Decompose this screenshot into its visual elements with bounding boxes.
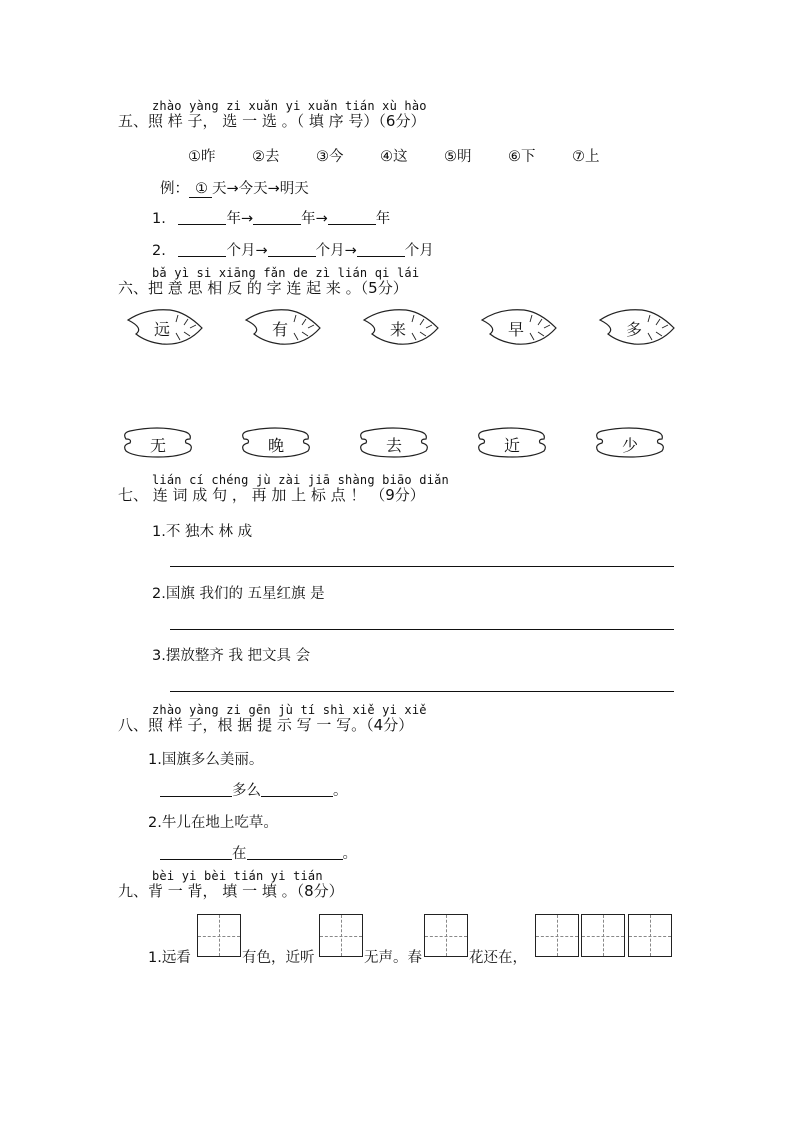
answer-blank[interactable] (268, 242, 316, 257)
option-4: ④这 (380, 149, 408, 165)
punctuation: 。 (333, 783, 348, 799)
q8-answer-2 (160, 842, 357, 863)
item-number: 2. (152, 243, 166, 259)
unit-word: 个月 (315, 243, 345, 259)
unit-word: 个月 (404, 243, 434, 259)
tianzige-box[interactable] (628, 914, 672, 957)
arrow-icon: → (255, 243, 268, 259)
cloud-card[interactable] (120, 427, 196, 459)
q5-item-2 (152, 239, 434, 260)
answer-line[interactable] (170, 629, 674, 630)
tianzige-box[interactable] (535, 914, 579, 957)
tianzige-box[interactable] (197, 914, 241, 957)
leaf-word: 来 (390, 320, 407, 339)
cloud-card[interactable] (474, 427, 550, 459)
poem-text-1: 1.远看 (148, 950, 191, 966)
tianzige-box[interactable] (319, 914, 363, 957)
q5-item-1 (152, 207, 390, 228)
example-label: 例： (160, 181, 189, 197)
answer-blank[interactable] (247, 845, 343, 860)
q7-item-1: 1.不 独木 林 成 (152, 524, 253, 540)
leaf-card[interactable] (480, 306, 558, 348)
q5-example (160, 177, 309, 198)
cloud-word: 无 (150, 436, 167, 455)
cloud-word: 近 (504, 436, 521, 455)
unit-word: 年 (301, 211, 316, 227)
poem-text-2: 有色，近听 (242, 950, 315, 966)
answer-blank[interactable] (261, 782, 333, 797)
cloud-word: 晚 (268, 436, 285, 455)
answer-blank[interactable] (328, 210, 376, 225)
q6-heading: 六、把 意 思 相 反 的 字 连 起 来 。（5分） (118, 279, 408, 297)
punctuation: 。 (342, 846, 357, 862)
unit-word: 个月 (226, 243, 256, 259)
q8-answer-1 (160, 779, 348, 800)
option-2: ②去 (252, 149, 280, 165)
tianzige-box[interactable] (424, 914, 468, 957)
q8-heading: 八、照 样 子，根 据 提 示 写 一 写。（4分） (118, 716, 414, 734)
poem-text-4: 花还在， (469, 950, 527, 966)
answer-blank[interactable] (253, 210, 301, 225)
option-6: ⑥下 (508, 149, 536, 165)
arrow-icon: → (344, 243, 357, 259)
answer-blank[interactable] (160, 845, 232, 860)
cloud-card[interactable] (592, 427, 668, 459)
answer-line[interactable] (170, 566, 674, 567)
q6-pinyin: bǎ yì si xiāng fǎn de zì lián qi lái (152, 266, 420, 280)
answer-blank[interactable] (178, 242, 226, 257)
q8-example-2: 2.牛儿在地上吃草。 (148, 815, 278, 831)
option-3: ③今 (316, 149, 344, 165)
leaf-card[interactable] (598, 306, 676, 348)
leaf-word: 多 (626, 320, 643, 339)
cloud-card[interactable] (356, 427, 432, 459)
example-answer: ① (189, 181, 212, 198)
prompt-word: 多么 (232, 783, 261, 799)
example-rest: 天→今天→明天 (212, 181, 309, 197)
cloud-word: 去 (386, 436, 403, 455)
tianzige-box[interactable] (581, 914, 625, 957)
prompt-word: 在 (232, 846, 247, 862)
q8-example-1: 1.国旗多么美丽。 (148, 752, 264, 768)
answer-blank[interactable] (178, 210, 226, 225)
cloud-word: 少 (622, 436, 639, 455)
q5-pinyin: zhào yàng zi xuǎn yi xuǎn tián xù hào (152, 99, 427, 113)
option-7: ⑦上 (572, 149, 600, 165)
q5-heading: 五、照 样 子， 选 一 选 。（ 填 序 号）（6分） (118, 112, 426, 130)
q7-heading: 七、 连 词 成 句 ， 再 加 上 标 点 ！ （9分） (118, 486, 425, 504)
item-number: 1. (152, 211, 166, 227)
poem-text-3: 无声。春 (364, 950, 422, 966)
q7-item-2: 2.国旗 我们的 五星红旗 是 (152, 586, 325, 602)
q7-item-3: 3.摆放整齐 我 把文具 会 (152, 648, 311, 664)
option-5: ⑤明 (444, 149, 472, 165)
unit-word: 年 (375, 211, 391, 227)
arrow-icon: → (315, 211, 328, 227)
unit-word: 年 (226, 211, 241, 227)
leaf-word: 有 (272, 320, 289, 339)
option-1: ①昨 (188, 149, 216, 165)
answer-blank[interactable] (160, 782, 232, 797)
q9-pinyin: bèi yi bèi tián yi tián (152, 869, 323, 883)
q9-heading: 九、背 一 背， 填 一 填 。（8分） (118, 882, 344, 900)
answer-blank[interactable] (357, 242, 405, 257)
q7-pinyin: lián cí chéng jù zài jiā shàng biāo diǎn (152, 473, 449, 487)
q8-pinyin: zhào yàng zi gēn jù tí shì xiě yi xiě (152, 703, 427, 717)
leaf-card[interactable] (244, 306, 322, 348)
leaf-word: 早 (508, 320, 525, 339)
cloud-card[interactable] (238, 427, 314, 459)
leaf-word: 远 (154, 320, 171, 339)
arrow-icon: → (240, 211, 254, 227)
leaf-card[interactable] (126, 306, 204, 348)
leaf-card[interactable] (362, 306, 440, 348)
answer-line[interactable] (170, 691, 674, 692)
